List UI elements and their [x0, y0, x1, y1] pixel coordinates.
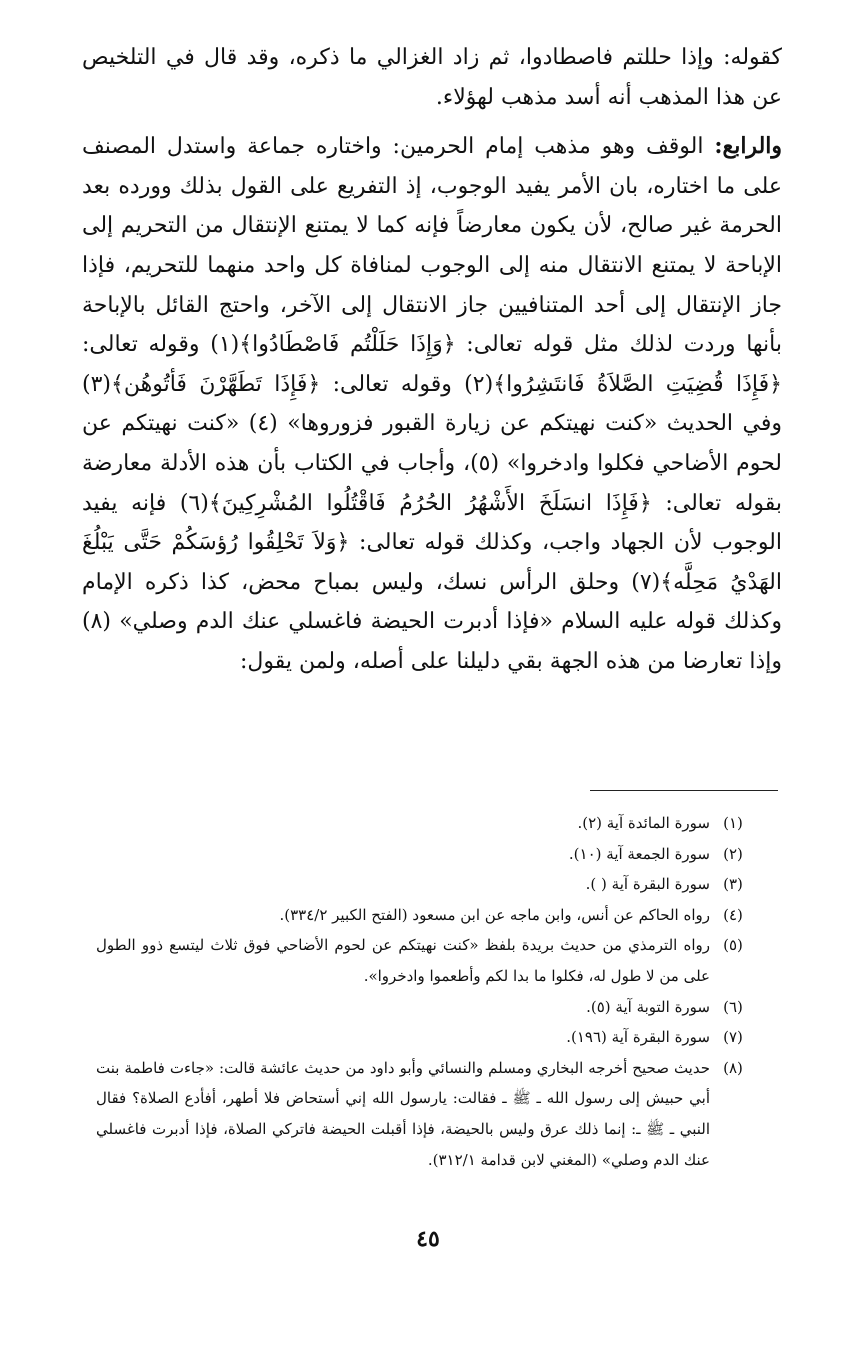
footnote-text: سورة البقرة آية (١٩٦).: [566, 1028, 710, 1047]
footnote-text: سورة البقرة آية ( ).: [585, 875, 710, 894]
footnote: [96, 930, 756, 991]
footnote-text: سورة التوبة آية (٥).: [586, 997, 710, 1016]
footnote: [96, 869, 756, 900]
footnote-text: حديث صحيح أخرجه البخاري ومسلم والنسائي وأبو داود من حديث عائشة قالت: «جاءت فاطمة بنت أبي حبيش إلى رسول الله ـ ﷺ ـ فقالت: يارسول الله إني أستحاض فلا أطهر، أفأدع الصلاة؟ فقال النبي ـ ﷺ ـ: إنما ذلك عرق وليس بالحيضة، فإذا أقبلت الحيضة فاتركي الصلاة، فإذا أدبرت فاغسلي عنك الدم وصلي» (المغني لابن قدامة ٣١٢/١).: [96, 1058, 710, 1169]
footnote: [96, 1053, 756, 1175]
footnote-text: رواه الترمذي من حديث بريدة بلفظ «كنت نهيتكم عن لحوم الأضاحي فوق ثلاث ليتسع ذوو الطول على من لا طول له، فكلوا ما بدا لكم وأطعموا وادخروا».: [96, 936, 710, 985]
footnote: [96, 839, 756, 870]
footnote-number: (٢): [723, 844, 743, 863]
footnote: [96, 992, 756, 1023]
footnote-number: (٤): [723, 905, 743, 924]
footnote-text: سورة الجمعة آية (١٠).: [568, 844, 710, 863]
paragraph-2: [82, 127, 782, 681]
paragraph-1-text: كقوله: وإذا حللتم فاصطادوا، ثم زاد الغزالي ما ذكره، وقد قال في التلخيص عن هذا المذهب أنه أسد مذهب لهؤلاء.: [82, 45, 782, 110]
main-text: [82, 38, 782, 682]
paragraph-2-lead: والرابع:: [714, 133, 783, 160]
footnote: [96, 1022, 756, 1053]
footnote-number: (٨): [723, 1058, 743, 1077]
footnote-divider: [590, 790, 778, 791]
footnote-number: (٥): [723, 936, 743, 955]
paragraph-2-text: الوقف وهو مذهب إمام الحرمين: واختاره جماعة واستدل المصنف على ما اختاره، بان الأمر يفيد الوجوب، إذ التفريع على القول بذلك وورده بعد الحرمة غير صالح، لأن يكون معارضاً فإنه كما لا يمتنع الإنتقال من التحريم إلى الإباحة لا يمتنع الانتقال منه إلى الوجوب لمنافاة كل واحد منهما للتحريم، فإذا جاز الإنتقال إلى أحد المتنافيين جاز الانتقال إلى الآخر، واحتج القائل بالإباحة بأنها وردت لذلك مثل قوله تعالى: ﴿وَإِذَا حَلَلْتُم فَاصْطَادُوا﴾(١) وقوله تعالى: ﴿فَإِذَا قُضِيَتِ الصَّلاَةُ فَانتَشِرُوا﴾(٢) وقوله تعالى: ﴿فَإِذَا تَطَهَّرْنَ فَأتُوهُن﴾(٣) وفي الحديث «كنت نهيتكم عن زيارة القبور فزوروها» (٤) «كنت نهيتكم عن لحوم الأضاحي فكلوا وادخروا» (٥)، وأجاب في الكتاب بأن هذه الأدلة معارضة بقوله تعالى: ﴿فَإِذَا انسَلَخَ الأَشْهُرُ الحُرُمُ فَاقْتُلُوا المُشْرِكِينَ﴾(٦) فإنه يفيد الوجوب لأن الجهاد واجب، وكذلك قوله تعالى: ﴿وَلاَ تَحْلِقُوا رُؤسَكُمْ حَتَّى يَبْلُغَ الهَدْيُ مَحِلَّه﴾(٧) وحلق الرأس نسك، وليس بمباح محض، كذا ذكره الإمام وكذلك قوله عليه السلام «فإذا أدبرت الحيضة فاغسلي عنك الدم وصلي» (٨) وإذا تعارضا من هذه الجهة بقي دليلنا على أصله، ولمن يقول:: [82, 134, 782, 674]
footnote-text: سورة المائدة آية (٢).: [577, 814, 710, 832]
footnotes: [96, 808, 756, 1175]
footnote-number: (٦): [723, 997, 743, 1016]
footnote: [96, 808, 756, 839]
footnote-text: رواه الحاكم عن أنس، وابن ماجه عن ابن مسعود (الفتح الكبير ٣٣٤/٢).: [279, 905, 710, 924]
paragraph-1: [82, 38, 782, 117]
footnote-number: (٧): [723, 1028, 743, 1047]
footnote: [96, 900, 756, 931]
footnote-number: (١): [723, 814, 743, 832]
footnote-number: (٣): [723, 875, 743, 894]
page-number: ٤٥: [416, 1226, 440, 1252]
